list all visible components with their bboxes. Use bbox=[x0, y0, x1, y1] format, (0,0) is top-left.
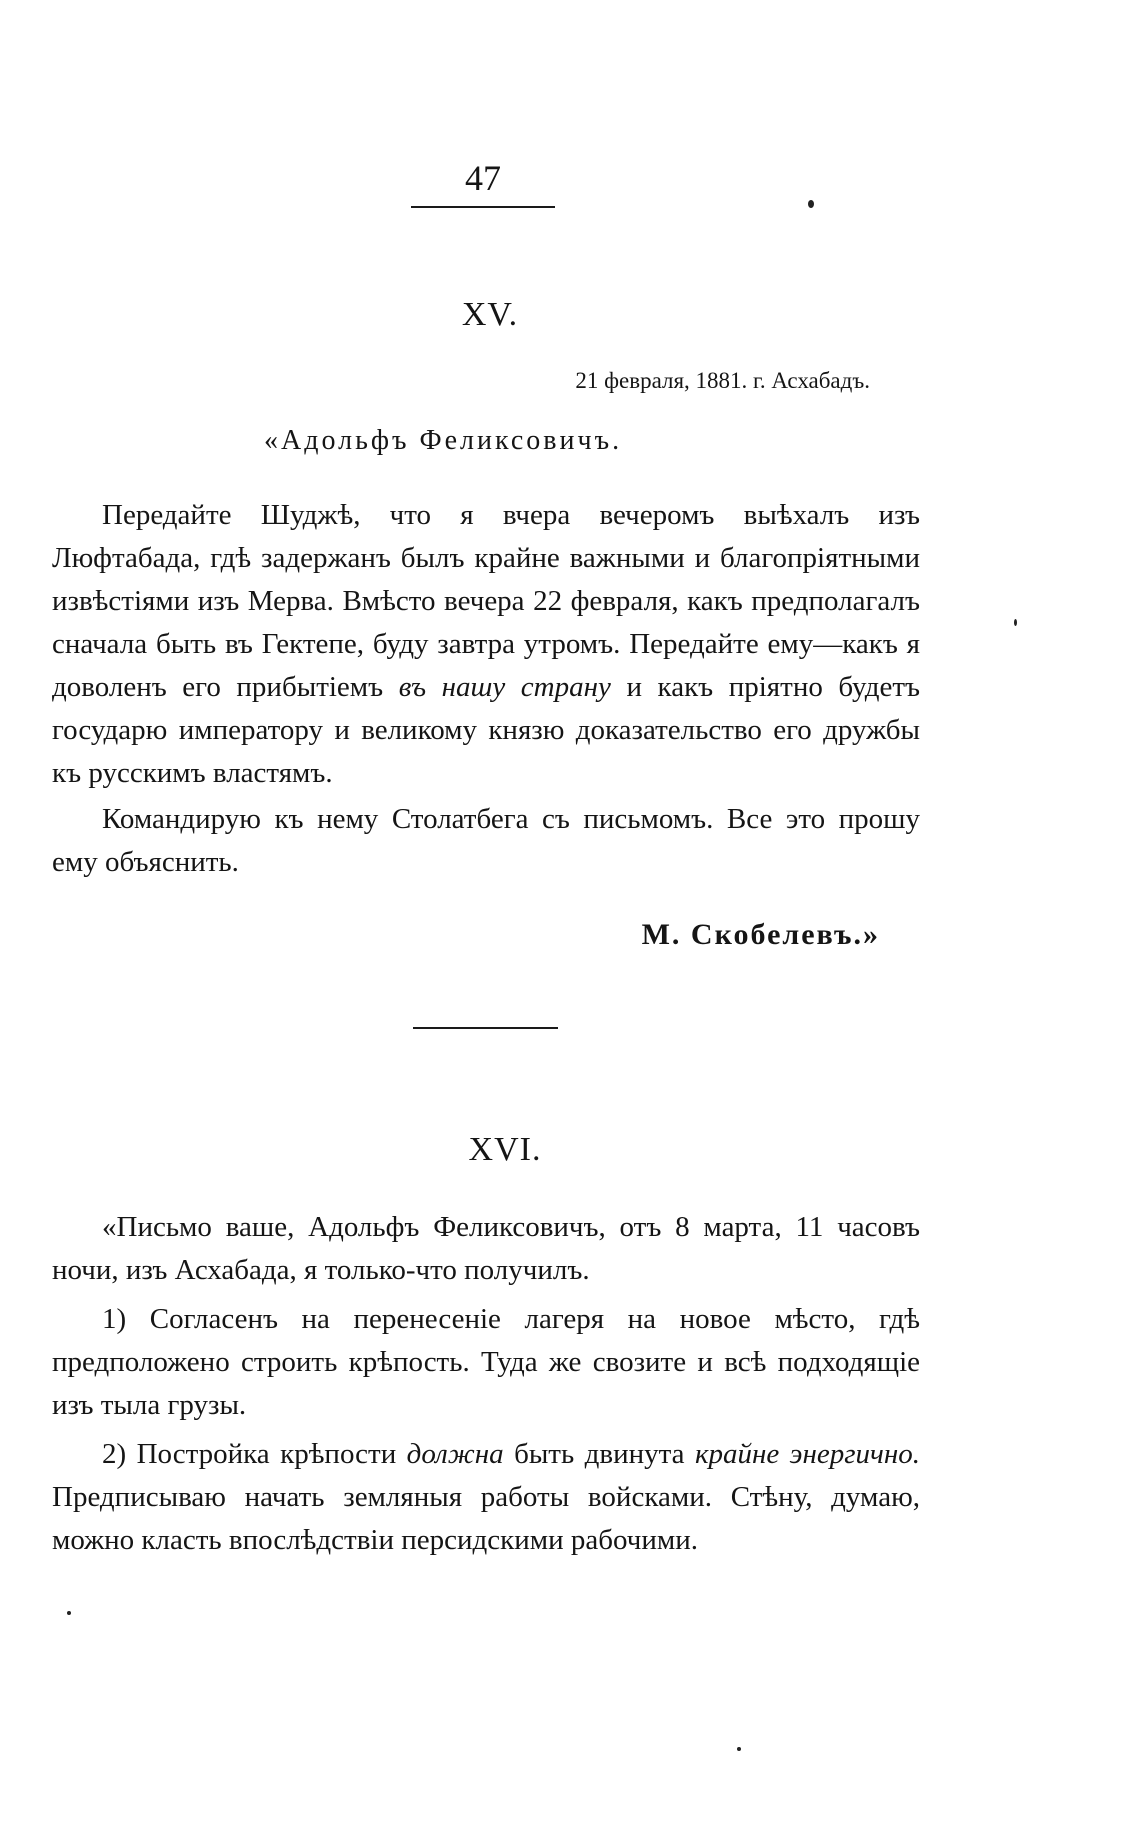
letter-15-body bbox=[52, 494, 920, 884]
ink-speck bbox=[1014, 619, 1017, 626]
letter-16-body bbox=[52, 1206, 920, 1562]
letter-15-paragraph-1: Передайте Шуджѣ, что я вчера вечеромъ выѣхалъ изъ Люфтабада, гдѣ задержанъ былъ крайне важными и благопріятными извѣстіями изъ Мерва. Вмѣсто вечера 22 февраля, какъ предполагалъ сначала быть въ Гектепе, буду завтра утромъ. Передайте ему—какъ я доволенъ его прибытіемъ въ нашу страну и какъ пріятно будетъ государю императору и великому князю доказательство его дружбы къ русскимъ властямъ. bbox=[52, 499, 921, 789]
emphasis-text: крайне энергично. bbox=[694, 1438, 921, 1470]
letter-signature: М. Скобелевъ.» bbox=[641, 918, 880, 951]
ink-speck bbox=[67, 1611, 71, 1615]
page-number: 47 bbox=[465, 158, 501, 198]
letter-15-paragraph-2: Командирую къ нему Столатбега съ письмомъ. Все это прошу ему объяснить. bbox=[52, 803, 920, 878]
section-divider bbox=[413, 1027, 558, 1029]
header-rule bbox=[411, 206, 555, 208]
section-heading-16: XVI. bbox=[468, 1131, 542, 1168]
letter-16-paragraph-1: «Письмо ваше, Адольфъ Феликсовичъ, отъ 8 марта, 11 часовъ ночи, изъ Асхабада, я только-что получилъ. bbox=[52, 1211, 920, 1286]
letter-dateline: 21 февраля, 1881. г. Асхабадъ. bbox=[575, 368, 870, 393]
letter-salutation: «Адольфъ Феликсовичъ. bbox=[264, 425, 623, 456]
ink-speck bbox=[737, 1747, 741, 1751]
section-heading-15: XV. bbox=[461, 296, 519, 333]
ink-speck bbox=[808, 200, 814, 208]
letter-16-paragraph-2: 1) Согласенъ на перенесеніе лагеря на новое мѣсто, гдѣ предположено строить крѣпость. Туда же свозите и всѣ подходящіе изъ тыла грузы. bbox=[52, 1303, 920, 1421]
letter-16-paragraph-3: 2) Постройка крѣпости должна быть двинута крайне энергично. Предписываю начать земляныя работы войсками. Стѣну, думаю, можно класть впослѣдствіи персидскими рабочими. bbox=[52, 1438, 921, 1556]
emphasis-text: въ нашу страну bbox=[398, 671, 611, 703]
emphasis-text: должна bbox=[406, 1438, 504, 1470]
